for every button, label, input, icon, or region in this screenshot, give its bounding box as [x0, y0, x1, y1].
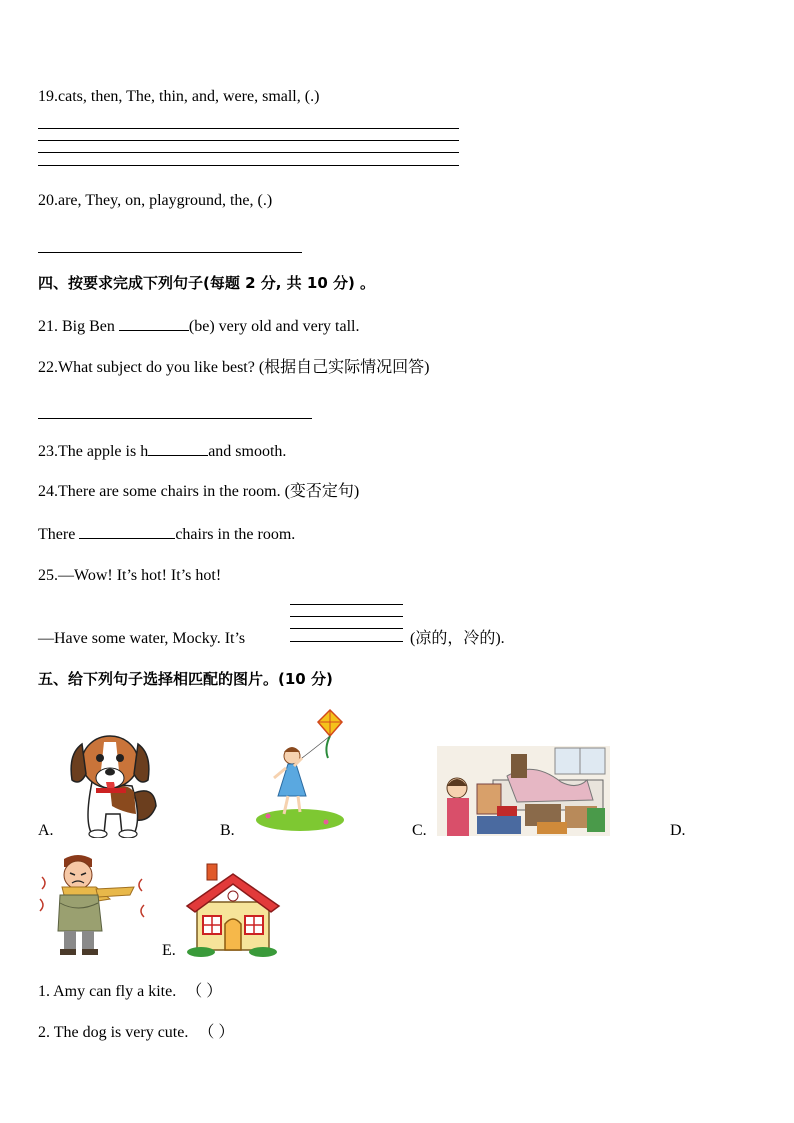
answer-line[interactable]	[38, 128, 459, 129]
answer-line[interactable]	[38, 252, 302, 253]
answer-line[interactable]	[290, 616, 403, 617]
question-24-text: There	[38, 526, 80, 543]
answer-line[interactable]	[38, 140, 459, 141]
section-5-heading: 五、给下列句子选择相匹配的图片。(10 分)	[38, 670, 333, 688]
question-25-line1: 25.—Wow! It’s hot! It’s hot!	[38, 567, 222, 584]
answer-line[interactable]	[290, 641, 403, 642]
item-text: 1. Amy can fly a kite.	[38, 983, 177, 1000]
option-e-label: E.	[162, 942, 176, 959]
messy-room-picture	[437, 746, 610, 836]
question-24: 24.There are some chairs in the room. (变否定句)	[38, 483, 360, 500]
question-24-text: chairs in the room.	[175, 526, 296, 543]
answer-blank[interactable]	[148, 441, 208, 456]
question-19: 19.cats, then, The, thin, and, were, small, (.)	[38, 88, 320, 105]
question-21-text: 21. Big Ben	[38, 318, 119, 335]
question-21-text: (be) very old and very tall.	[188, 318, 360, 335]
answer-paren[interactable]: （ ）	[198, 1024, 235, 1041]
house-picture	[185, 862, 281, 958]
girl-flying-kite-picture	[254, 708, 350, 834]
answer-blank[interactable]	[79, 524, 175, 539]
question-23-text: and smooth.	[208, 443, 287, 460]
question-23	[38, 441, 286, 462]
question-21	[38, 316, 360, 337]
list-item	[38, 982, 222, 1002]
item-text: 2. The dog is very cute.	[38, 1024, 189, 1041]
option-b-label: B.	[220, 822, 235, 839]
option-d-label: D.	[670, 822, 686, 839]
option-a-label: A.	[38, 822, 54, 839]
question-25-line2-post: (凉的，冷的).	[410, 630, 505, 647]
answer-line[interactable]	[290, 604, 403, 605]
question-25-line2-pre: —Have some water, Mocky. It’s	[38, 630, 246, 647]
answer-blank[interactable]	[119, 316, 189, 331]
option-c-label: C.	[412, 822, 427, 839]
cold-person-picture	[38, 853, 148, 957]
section-4-heading: 四、按要求完成下列句子(每题 2 分, 共 10 分) 。	[38, 274, 376, 292]
list-item	[38, 1023, 234, 1043]
answer-paren[interactable]: （ ）	[186, 983, 223, 1000]
question-22: 22.What subject do you like best? (根据自己实际情况回答)	[38, 359, 430, 376]
dog-picture	[62, 722, 160, 838]
answer-line[interactable]	[38, 165, 459, 166]
question-20: 20.are, They, on, playground, the, (.)	[38, 192, 273, 209]
answer-line[interactable]	[38, 152, 459, 153]
question-23-text: 23.The apple is h	[38, 443, 149, 460]
answer-line[interactable]	[38, 418, 312, 419]
answer-line[interactable]	[290, 628, 403, 629]
question-24-answer	[38, 524, 295, 545]
